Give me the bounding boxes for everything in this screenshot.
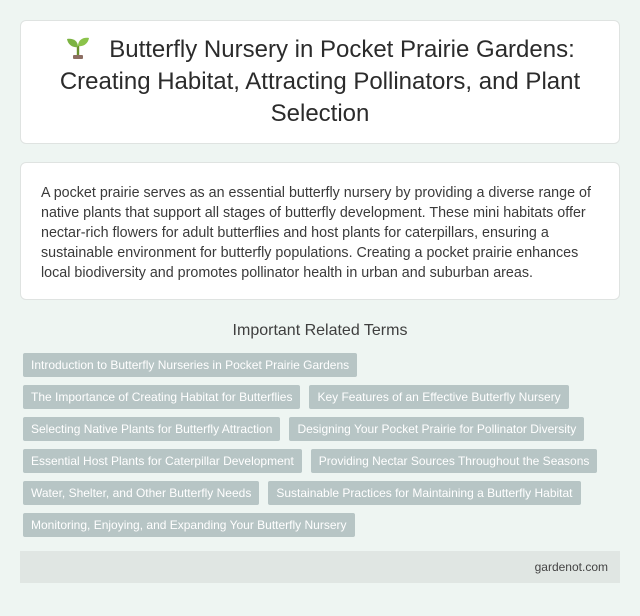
title-card (20, 20, 620, 144)
related-term-tag[interactable]: Key Features of an Effective Butterfly Nursery (309, 385, 568, 409)
footer-site-link[interactable]: gardenot.com (534, 560, 608, 574)
page-title (45, 34, 595, 130)
related-term-tag[interactable]: Providing Nectar Sources Throughout the Seasons (311, 449, 598, 473)
related-term-tag[interactable]: Introduction to Butterfly Nurseries in Pocket Prairie Gardens (23, 353, 357, 377)
related-terms-list (20, 353, 620, 545)
footer (20, 551, 620, 583)
related-term-tag[interactable]: Monitoring, Enjoying, and Expanding Your Butterfly Nursery (23, 513, 355, 537)
related-term-tag[interactable]: Water, Shelter, and Other Butterfly Needs (23, 481, 259, 505)
page-title-text: Butterfly Nursery in Pocket Prairie Gardens: Creating Habitat, Attracting Pollinators, and Plant Selection (59, 36, 581, 127)
intro-paragraph: A pocket prairie serves as an essential butterfly nursery by providing a diverse range of native plants that support all stages of butterfly development. These mini habitats offer nectar-rich flowers for adult butterflies and host plants for caterpillars, ensuring a sustainable environment for butterfly populations. Creating a pocket prairie enhances local biodiversity and promotes pollinator health in urban and suburban areas. (41, 185, 591, 281)
related-term-tag[interactable]: Selecting Native Plants for Butterfly Attraction (23, 417, 280, 441)
related-term-tag[interactable]: Essential Host Plants for Caterpillar Development (23, 449, 302, 473)
related-terms-heading: Important Related Terms (232, 322, 408, 339)
related-term-tag[interactable]: Designing Your Pocket Prairie for Pollinator Diversity (289, 417, 584, 441)
related-term-tag[interactable]: Sustainable Practices for Maintaining a Butterfly Habitat (268, 481, 580, 505)
sprout-icon (65, 34, 91, 60)
related-term-tag[interactable]: The Importance of Creating Habitat for Butterflies (23, 385, 300, 409)
intro-card (20, 162, 620, 300)
